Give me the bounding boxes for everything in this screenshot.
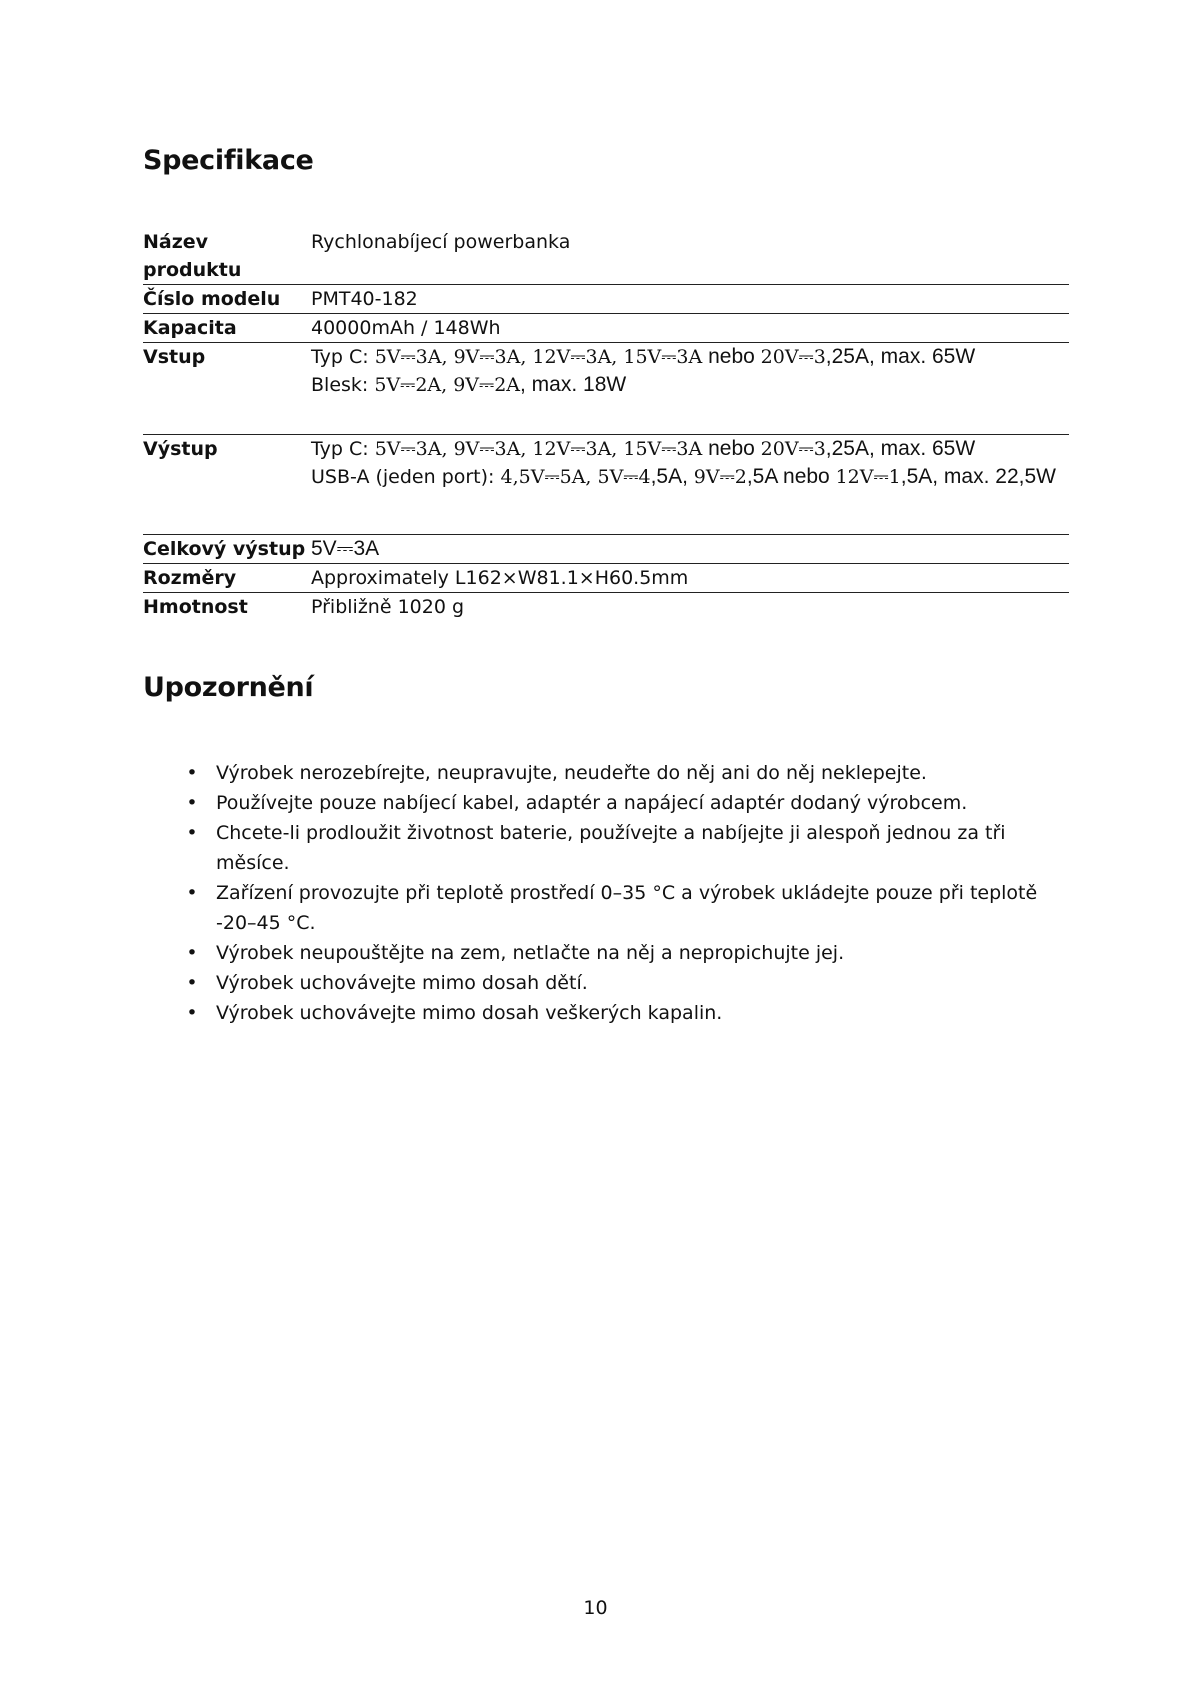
list-item: • Výrobek nerozebírejte, neupravujte, neudeřte do něj ani do něj neklepejte. (185, 758, 1055, 788)
bullet-icon: • (186, 762, 198, 784)
list-item: • Používejte pouze nabíjecí kabel, adaptér a napájecí adaptér dodaný výrobcem. (185, 788, 1055, 818)
spec-label: Výstup (143, 435, 311, 535)
spec-value-line: Typ C: 5V⎓3A, 9V⎓3A, 12V⎓3A, 15V⎓3A nebo 20V⎓3,25A, max. 65W (311, 345, 976, 368)
bullet-icon: • (186, 942, 198, 964)
spec-row-output (143, 435, 1069, 535)
spec-value: PMT40-182 (311, 285, 1069, 314)
list-item: • Výrobek uchovávejte mimo dosah veškerých kapalin. (185, 998, 1055, 1028)
bullet-icon: • (186, 972, 198, 994)
page-number: 10 (583, 1597, 608, 1619)
spec-row-product-name (143, 228, 1069, 285)
spec-table (143, 228, 1069, 621)
spec-label: Rozměry (143, 564, 311, 593)
spec-value (311, 435, 1069, 535)
spec-label: Číslo modelu (143, 285, 311, 314)
warnings-list (185, 758, 1055, 1028)
bullet-icon: • (186, 1002, 198, 1024)
spec-row-capacity (143, 314, 1069, 343)
bullet-icon: • (186, 792, 198, 814)
spec-value: 5V⎓3A (311, 535, 1069, 564)
spec-row-total-output (143, 535, 1069, 564)
spec-value-line: Typ C: 5V⎓3A, 9V⎓3A, 12V⎓3A, 15V⎓3A nebo 20V⎓3,25A, max. 65W (311, 437, 976, 460)
spec-label: Hmotnost (143, 593, 311, 622)
spec-heading: Specifikace (143, 145, 314, 176)
list-item: • Zařízení provozujte při teplotě prostředí 0–35 °C a výrobek ukládejte pouze při teplotě -20–45 °C. (185, 878, 1055, 938)
bullet-icon: • (186, 882, 198, 904)
list-item: • Chcete-li prodloužit životnost baterie, používejte a nabíjejte ji alespoň jednou za tři měsíce. (185, 818, 1055, 878)
list-item: • Výrobek neupouštějte na zem, netlačte na něj a nepropichujte jej. (185, 938, 1055, 968)
spec-value-line: Blesk: 5V⎓2A, 9V⎓2A, max. 18W (311, 373, 627, 396)
spec-row-weight (143, 593, 1069, 622)
spec-row-dimensions (143, 564, 1069, 593)
spec-label: Vstup (143, 343, 311, 435)
spec-value: 40000mAh / 148Wh (311, 314, 1069, 343)
spec-value: Přibližně 1020 g (311, 593, 1069, 622)
spec-value-line: USB-A (jeden port): 4,5V⎓5A, 5V⎓4,5A, 9V⎓2,5A nebo 12V⎓1,5A, max. 22,5W (311, 465, 1056, 488)
spec-row-input (143, 343, 1069, 435)
bullet-icon: • (186, 822, 198, 844)
spec-row-model (143, 285, 1069, 314)
spec-label: Celkový výstup (143, 535, 311, 564)
spec-value (311, 343, 1069, 435)
spec-value: Approximately L162×W81.1×H60.5mm (311, 564, 1069, 593)
spec-label: Název produktu (143, 231, 242, 281)
spec-label: Kapacita (143, 314, 311, 343)
spec-value: Rychlonabíjecí powerbanka (311, 231, 571, 253)
warnings-heading: Upozornění (143, 672, 314, 703)
list-item: • Výrobek uchovávejte mimo dosah dětí. (185, 968, 1055, 998)
